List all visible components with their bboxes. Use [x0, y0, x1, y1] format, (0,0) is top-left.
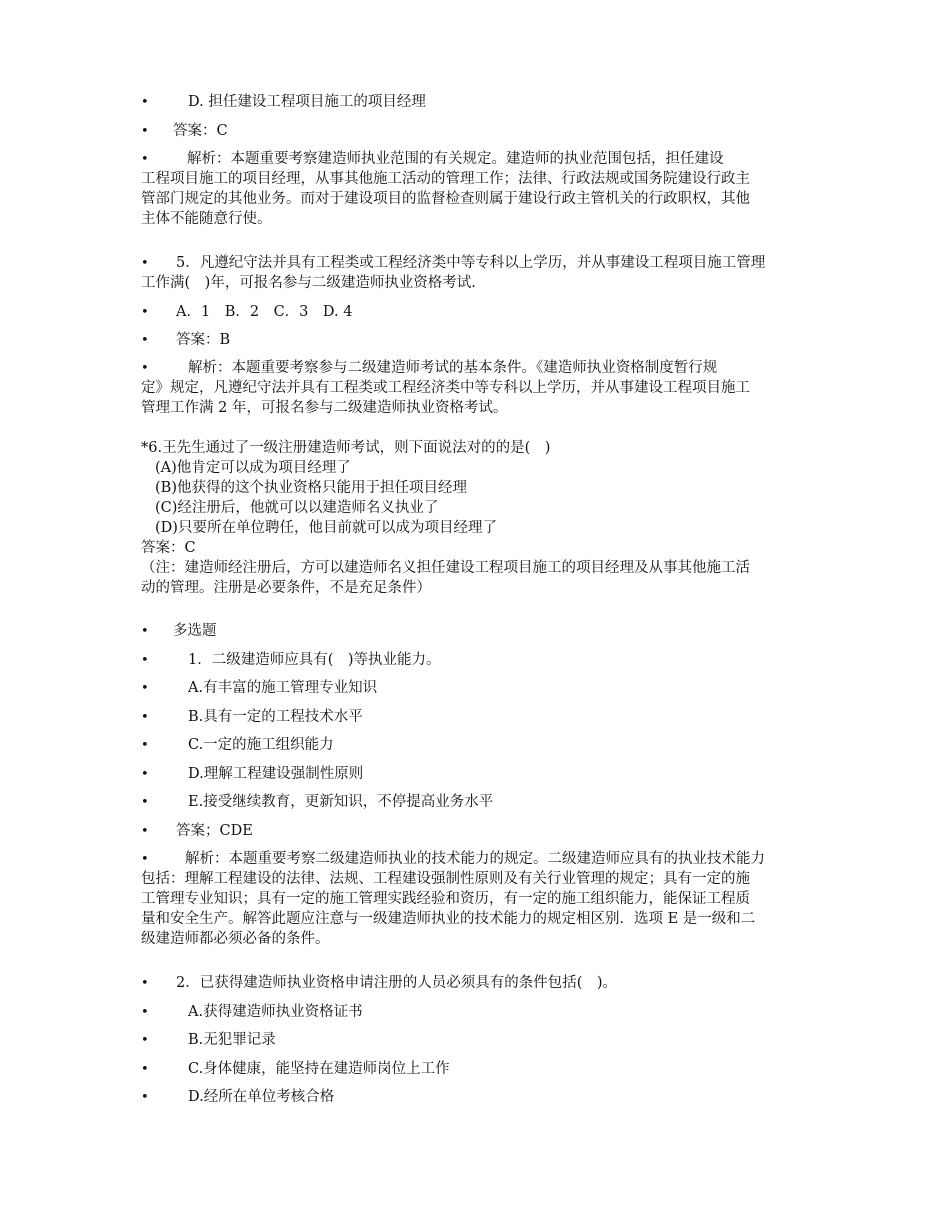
option-text: C.身体健康，能坚持在建造师岗位上工作	[188, 1061, 450, 1077]
option-text: C.一定的施工组织能力	[188, 737, 334, 753]
bullet-icon: •	[141, 653, 149, 668]
question-paragraph	[141, 253, 838, 293]
bullet-icon: •	[141, 681, 149, 696]
option-a: (A)他肯定可以成为项目经理了	[155, 460, 351, 476]
option-b: (B)他获得的这个执业资格只能用于担任项目经理	[155, 480, 467, 496]
section-heading: 多选题	[173, 623, 217, 639]
option-text: D.经所在单位考核合格	[188, 1089, 335, 1105]
option-text: B.具有一定的工程技术水平	[188, 709, 363, 725]
answer-text: 答案；CDE	[176, 823, 253, 839]
explanation-line: 主体不能随意行使。	[141, 211, 272, 227]
answer-text: 答案：C	[141, 540, 196, 556]
explanation-line: 定》规定，凡遵纪守法并具有工程类或工程经济类中等专科以上学历，并从事建设工程项目施工	[141, 380, 750, 396]
bullet-icon: •	[141, 624, 149, 639]
bullet-icon: •	[141, 976, 149, 991]
option-text: A.有丰富的施工管理专业知识	[188, 680, 378, 696]
option-text: B.无犯罪记录	[188, 1032, 276, 1048]
bullet-icon: •	[141, 824, 149, 839]
question-line: 工作满( )年，可报名参与二级建造师执业资格考试.	[141, 275, 476, 291]
bullet-icon: •	[141, 1062, 149, 1077]
answer-text: 答案：C	[173, 123, 228, 139]
option-d: (D)只要所在单位聘任，他目前就可以成为项目经理了	[155, 520, 497, 536]
explanation-line: 管理工作满 2 年，可报名参与二级建造师执业资格考试。	[141, 400, 508, 416]
explanation-line: 工管理专业知识；具有一定的施工管理实践经验和资历，有一定的施工组织能力，能保证工程质	[141, 891, 750, 907]
bullet-icon: •	[141, 124, 149, 139]
question-line: 5．凡遵纪守法并具有工程类或工程经济类中等专科以上学历，并从事建设工程项目施工管理	[176, 255, 766, 271]
question-text: 1．二级建造师应具有( )等执业能力。	[188, 652, 441, 668]
note-line: （注：建造师经注册后，方可以建造师名义担任建设工程项目施工的项目经理及从事其他施工活	[141, 560, 750, 576]
answer-text: 答案：B	[176, 332, 231, 348]
question6-block	[141, 438, 838, 598]
explanation-line: 量和安全生产。解答此题应注意与一级建造师执业的技术能力的规定相区别．选项 E 是一级和二	[141, 911, 756, 927]
bullet-icon: •	[141, 767, 149, 782]
bullet-icon: •	[141, 305, 149, 320]
explanation-line: 解析：本题重要考察参与二级建造师考试的基本条件。《建造师执业资格制度暂行规	[188, 360, 718, 376]
question-line: *6.王先生通过了一级注册建造师考试，则下面说法对的的是( )	[141, 440, 551, 456]
option-c: (C)经注册后，他就可以以建造师名义执业了	[155, 500, 439, 516]
explanation-paragraph	[141, 149, 838, 229]
question-text: 2．已获得建造师执业资格申请注册的人员必须具有的条件包括( )。	[176, 975, 618, 991]
bullet-icon: •	[141, 852, 149, 867]
bullet-icon: •	[141, 1005, 149, 1020]
options-text: A．1 B．2 C．3 D. 4	[176, 304, 353, 320]
explanation-line: 工程项目施工的项目经理，从事其他施工活动的管理工作；法律、行政法规或国务院建设行政主	[141, 171, 750, 187]
bullet-icon: •	[141, 256, 149, 271]
option-text: D. 担任建设工程项目施工的项目经理	[188, 94, 426, 110]
explanation-paragraph	[141, 358, 838, 418]
explanation-line: 解析：本题重要考察建造师执业范围的有关规定。建造师的执业范围包括，担任建设	[187, 151, 724, 167]
bullet-icon: •	[141, 738, 149, 753]
note-line: 动的管理。注册是必要条件，不是充足条件）	[141, 580, 431, 596]
bullet-icon: •	[141, 333, 149, 348]
bullet-icon: •	[141, 95, 149, 110]
option-text: D.理解工程建设强制性原则	[188, 766, 364, 782]
explanation-line: 级建造师都必须必备的条件。	[141, 931, 330, 947]
option-text: A.获得建造师执业资格证书	[188, 1004, 363, 1020]
explanation-line: 包括：理解工程建设的法律、法规、工程建设强制性原则及有关行业管理的规定；具有一定的施	[141, 871, 750, 887]
bullet-icon: •	[141, 361, 149, 376]
bullet-icon: •	[141, 1090, 149, 1105]
bullet-icon: •	[141, 795, 149, 810]
explanation-line: 管部门规定的其他业务。而对于建设项目的监督检查则属于建设行政主管机关的行政职权，其他	[141, 191, 750, 207]
option-text: E.接受继续教育，更新知识，不停提高业务水平	[188, 794, 494, 810]
explanation-paragraph	[141, 849, 838, 949]
bullet-icon: •	[141, 152, 149, 167]
explanation-line: 解析：本题重要考察二级建造师执业的技术能力的规定。二级建造师应具有的执业技术能力	[185, 851, 765, 867]
bullet-icon: •	[141, 1033, 149, 1048]
bullet-icon: •	[141, 710, 149, 725]
